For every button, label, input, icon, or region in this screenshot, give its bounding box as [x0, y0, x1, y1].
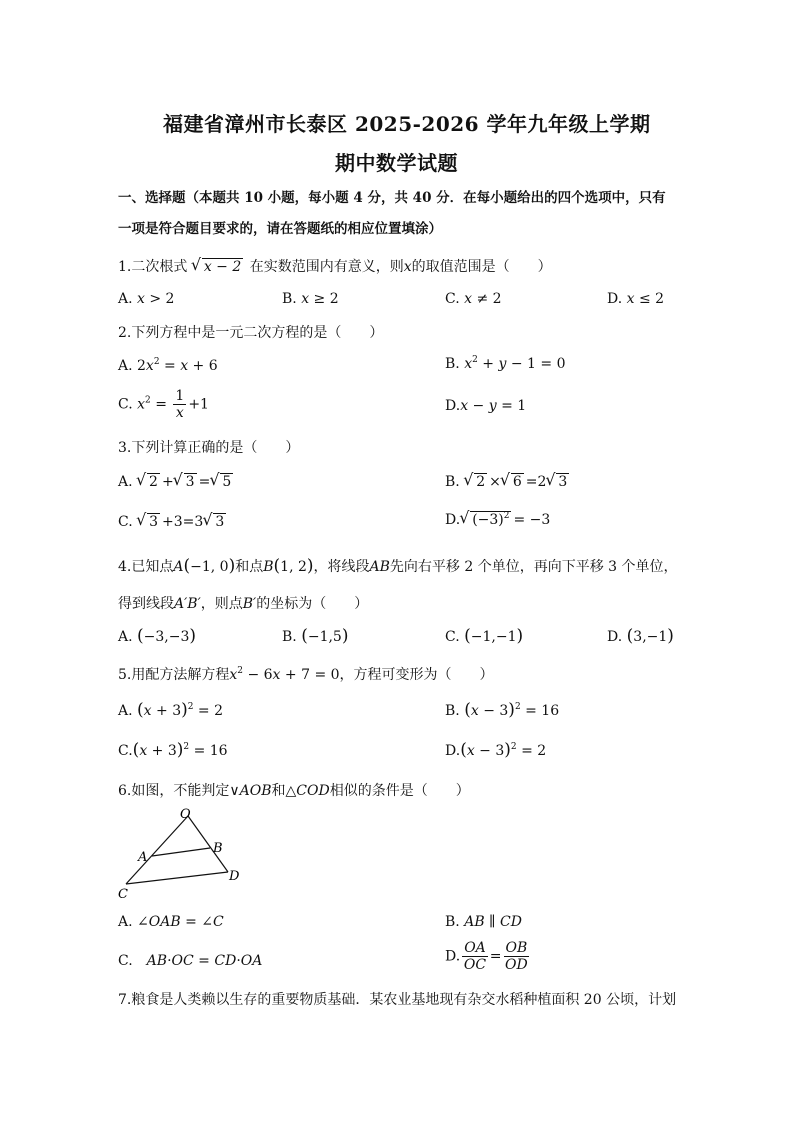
label-a: A: [138, 850, 148, 865]
question-4-stem-line1: 4.已知点A(−1, 0)和点B(1, 2)，将线段AB先向右平移 2 个单位，再向下平移 3 个单位，: [118, 556, 678, 576]
question-4-stem-line2: 得到线段A′B′，则点B′的坐标为（ ）: [118, 596, 369, 612]
q5-option-b[interactable]: B. $(x - 3)^2 = 16$: [445, 700, 560, 720]
line-oc: [126, 816, 188, 884]
q4-option-c[interactable]: C. (−1,−1): [445, 626, 524, 646]
q1-radical: √ x − 2: [192, 258, 243, 275]
label-c: C: [118, 887, 128, 900]
question-3-stem: 3.下列计算正确的是（ ）: [118, 440, 300, 456]
q4-option-d[interactable]: D. (3,−1): [607, 626, 674, 646]
q6-option-c[interactable]: C. AB·OC = CD·OA: [118, 953, 263, 969]
question-5-stem: 5.用配方法解方程$x^2 - 6x + 7 = 0$，方程可变形为（ ）: [118, 666, 494, 683]
q3-option-d[interactable]: D.√ $(-3)^2 = -3$: [445, 511, 550, 528]
page-title-line2: 期中数学试题: [335, 151, 458, 175]
q4-option-b[interactable]: B. (−1,5): [282, 626, 349, 646]
q5-option-d[interactable]: $D.(x - 3)^2 = 2$: [445, 740, 547, 760]
question-2-stem: 2.下列方程中是一元二次方程的是（ ）: [118, 325, 384, 341]
page-title-line1: 福建省漳州市长泰区 2025-2026 学年九年级上学期: [163, 112, 651, 136]
q2-option-c[interactable]: C. $x^2$ = $\frac{1}{x}$ +1: [118, 388, 209, 421]
q6-option-d[interactable]: D. $\frac{OA}{OC}$ = $\frac{OB}{OD}$: [445, 940, 528, 973]
q1-var: x: [403, 259, 412, 275]
label-o: O: [180, 807, 191, 822]
q5-option-a[interactable]: A. $(x + 3)^2 = 2$: [118, 700, 224, 720]
q1-option-d[interactable]: D. x ≤ 2: [607, 291, 665, 307]
q3-option-a[interactable]: A. √ 2 +√ 3 =√ 5: [118, 473, 235, 490]
line-ab: [152, 848, 210, 856]
question-6-stem: 6.如图，不能判定∨AOB和△COD相似的条件是（ ）: [118, 783, 470, 799]
q4-option-a[interactable]: A. (−3,−3): [118, 626, 197, 646]
q1-option-b[interactable]: B. x ≥ 2: [282, 291, 339, 307]
q1-text-b: 在实数范围内有意义，则: [249, 259, 404, 275]
q5-option-c[interactable]: $C.(x + 3)^2 = 16$: [118, 740, 228, 760]
line-cd: [126, 872, 228, 884]
q6-option-b[interactable]: B. AB ∥ CD: [445, 914, 522, 930]
question-7-stem: 7.粮食是人类赖以生存的重要物质基础．某农业基地现有杂交水稻种植面积 20 公顷，计划: [118, 992, 677, 1008]
q2-option-a[interactable]: A. $2x^2 = x + 6$: [118, 357, 218, 374]
section-heading-line2: 一项是符合题目要求的，请在答题纸的相应位置填涂）: [118, 221, 442, 237]
q2-option-b[interactable]: B. $x^2 + y - 1 = 0$: [445, 355, 566, 372]
q1-option-c[interactable]: C. x ≠ 2: [445, 291, 502, 307]
label-b: B: [213, 841, 223, 856]
q3-option-c[interactable]: C. √ 3 +3=3√ 3: [118, 513, 228, 530]
label-d: D: [229, 869, 240, 884]
section-heading-line1: 一、选择题（本题共 10 小题，每小题 4 分，共 40 分．在每小题给出的四个选项中，只有: [118, 190, 666, 206]
q3-option-b[interactable]: B. √ 2 ×√ 6 =2√ 3: [445, 473, 571, 490]
q1-option-a[interactable]: A. x > 2: [118, 291, 175, 307]
triangle-figure: [112, 806, 252, 900]
question-1-stem: [118, 256, 552, 276]
q1-text-a: 1.二次根式: [118, 259, 188, 275]
q2-option-d[interactable]: D.x − y = 1: [445, 398, 527, 414]
q1-text-c: 的取值范围是（ ）: [411, 259, 552, 275]
q6-option-a[interactable]: A. ∠OAB = ∠C: [118, 914, 224, 930]
